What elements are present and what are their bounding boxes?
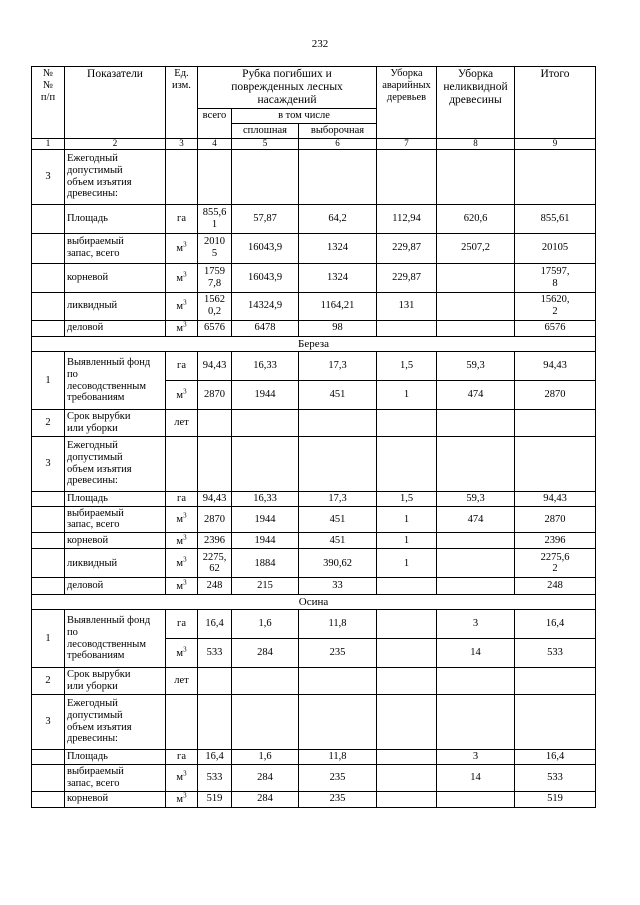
unit-ha: га [177, 618, 186, 630]
row-label: Выявленный фонд по лесоводственным требованиям [65, 352, 166, 410]
value-cell: 1944 [232, 533, 299, 549]
value-cell: 2275, 62 [198, 549, 232, 578]
value-cell [437, 263, 515, 292]
value-cell: 474 [437, 506, 515, 533]
allowable-row [32, 149, 596, 204]
empty-cell [437, 410, 515, 437]
value-cell: 16043,9 [232, 263, 299, 292]
unit-m: м [176, 580, 184, 592]
row-number: 1 [32, 352, 65, 410]
unit-cell [166, 292, 198, 320]
row-label: деловой [65, 320, 166, 336]
row-label: Ежегодный допустимый объем изъятия древесины: [65, 436, 166, 491]
column-number-row [32, 138, 596, 149]
empty-cell [166, 149, 198, 204]
species-title: Береза [32, 336, 596, 351]
unit-m: м [176, 772, 184, 784]
row-label: ликвидный [65, 292, 166, 320]
unit-m3 [176, 240, 187, 254]
value-cell [377, 639, 437, 668]
business-row [32, 578, 596, 594]
value-cell [437, 549, 515, 578]
column-number: 1 [32, 138, 65, 149]
header-selective: выборочная [299, 123, 377, 138]
value-cell: 16043,9 [232, 233, 299, 263]
unit-cell [166, 491, 198, 506]
unit-cell [166, 668, 198, 695]
unit-m: м [176, 794, 184, 805]
empty-cell [299, 694, 377, 749]
species-title: Осина [32, 594, 596, 609]
value-cell: 16,4 [515, 610, 596, 639]
value-cell: 620,6 [437, 204, 515, 233]
empty-cell [32, 292, 65, 320]
unit-cell [166, 639, 198, 668]
row-label: выбираемый запас, всего [65, 764, 166, 791]
value-cell: 33 [299, 578, 377, 594]
value-cell: 6478 [232, 320, 299, 336]
value-cell: 1324 [299, 263, 377, 292]
root-row [32, 533, 596, 549]
value-cell: 2396 [198, 533, 232, 549]
empty-cell [32, 263, 65, 292]
unit-exponent: 3 [183, 298, 187, 307]
value-cell: 2870 [198, 506, 232, 533]
row-number: 2 [32, 410, 65, 437]
header-indicators: Показатели [65, 67, 166, 139]
unit-ha: га [177, 212, 186, 224]
value-cell: 1 [377, 381, 437, 410]
column-number: 8 [437, 138, 515, 149]
unit-exponent: 3 [183, 555, 187, 564]
value-cell: 2870 [515, 381, 596, 410]
empty-cell [198, 149, 232, 204]
unit-m3 [176, 578, 187, 592]
value-cell: 112,94 [377, 204, 437, 233]
unit-m3 [176, 511, 187, 526]
value-cell: 533 [515, 639, 596, 668]
empty-cell [437, 149, 515, 204]
empty-cell [232, 694, 299, 749]
value-cell: 14324,9 [232, 292, 299, 320]
value-cell: 98 [299, 320, 377, 336]
value-cell [437, 320, 515, 336]
row-label: корневой [65, 263, 166, 292]
value-cell: 235 [299, 764, 377, 791]
value-cell: 2870 [515, 506, 596, 533]
empty-cell [515, 410, 596, 437]
unit-ha: га [177, 492, 186, 504]
unit-m: м [176, 301, 184, 312]
unit-m3 [176, 320, 187, 335]
empty-cell [299, 436, 377, 491]
empty-cell [437, 436, 515, 491]
value-cell: 17,3 [299, 352, 377, 381]
value-cell: 1759 7,8 [198, 263, 232, 292]
empty-cell [515, 149, 596, 204]
root-row [32, 791, 596, 807]
row-label: Площадь [65, 491, 166, 506]
unit-m3 [176, 270, 187, 284]
row-number: 3 [32, 436, 65, 491]
value-cell: 235 [299, 639, 377, 668]
column-number: 9 [515, 138, 596, 149]
empty-cell [232, 668, 299, 695]
row-number: 3 [32, 149, 65, 204]
empty-cell [32, 233, 65, 263]
unit-years: лет [174, 417, 189, 429]
empty-cell [377, 694, 437, 749]
value-cell: 2275,6 2 [515, 549, 596, 578]
empty-cell [32, 578, 65, 594]
unit-m3 [176, 298, 187, 312]
header-including: в том числе [232, 108, 377, 123]
header-felling: Рубка погибших и поврежденных лесных насаждений [198, 67, 377, 109]
stock-row [32, 764, 596, 791]
value-cell: 17597, 8 [515, 263, 596, 292]
header-unit: Ед. изм. [166, 67, 198, 139]
value-cell: 11,8 [299, 610, 377, 639]
empty-cell [232, 436, 299, 491]
unit-m3 [176, 387, 187, 402]
empty-cell [515, 694, 596, 749]
value-cell: 284 [232, 764, 299, 791]
unit-cell [166, 533, 198, 549]
fund-row [32, 610, 596, 639]
value-cell: 16,33 [232, 491, 299, 506]
area-row [32, 204, 596, 233]
value-cell [437, 533, 515, 549]
value-cell: 533 [515, 764, 596, 791]
value-cell: 474 [437, 381, 515, 410]
value-cell: 17,3 [299, 491, 377, 506]
value-cell: 248 [198, 578, 232, 594]
empty-cell [232, 410, 299, 437]
unit-m: м [176, 323, 184, 335]
value-cell: 16,4 [198, 610, 232, 639]
value-cell [437, 791, 515, 807]
value-cell [377, 764, 437, 791]
header-clear: сплошная [232, 123, 299, 138]
column-number: 4 [198, 138, 232, 149]
value-cell: 1324 [299, 233, 377, 263]
value-cell: 1 [377, 533, 437, 549]
empty-cell [32, 506, 65, 533]
row-label: Площадь [65, 749, 166, 764]
value-cell: 14 [437, 764, 515, 791]
value-cell: 94,43 [515, 352, 596, 381]
column-number: 3 [166, 138, 198, 149]
value-cell: 533 [198, 639, 232, 668]
row-label: Ежегодный допустимый объем изъятия древесины: [65, 149, 166, 204]
unit-exponent: 3 [183, 578, 187, 587]
unit-m: м [176, 390, 184, 402]
value-cell: 2870 [198, 381, 232, 410]
value-cell: 1164,21 [299, 292, 377, 320]
value-cell: 1,6 [232, 749, 299, 764]
species-row [32, 594, 596, 609]
value-cell: 1,5 [377, 491, 437, 506]
empty-cell [32, 320, 65, 336]
business-row [32, 320, 596, 336]
species-row [32, 336, 596, 351]
unit-exponent: 3 [183, 645, 187, 654]
empty-cell [198, 436, 232, 491]
unit-m: м [176, 243, 184, 254]
value-cell [377, 610, 437, 639]
term-row [32, 410, 596, 437]
value-cell: 855,61 [515, 204, 596, 233]
unit-m: м [176, 647, 184, 659]
value-cell: 3 [437, 749, 515, 764]
value-cell: 57,87 [232, 204, 299, 233]
value-cell: 451 [299, 533, 377, 549]
column-number: 7 [377, 138, 437, 149]
unit-exponent: 3 [183, 511, 187, 520]
empty-cell [437, 668, 515, 695]
row-label: корневой [65, 791, 166, 807]
unit-cell [166, 381, 198, 410]
stock-row [32, 506, 596, 533]
value-cell: 16,4 [198, 749, 232, 764]
value-cell: 131 [377, 292, 437, 320]
value-cell: 94,43 [515, 491, 596, 506]
area-row [32, 749, 596, 764]
root-row [32, 263, 596, 292]
empty-cell [377, 436, 437, 491]
value-cell: 59,3 [437, 491, 515, 506]
empty-cell [515, 436, 596, 491]
unit-cell [166, 749, 198, 764]
value-cell: 519 [515, 791, 596, 807]
allowable-row [32, 436, 596, 491]
value-cell: 1562 0,2 [198, 292, 232, 320]
row-label: Ежегодный допустимый объем изъятия древесины: [65, 694, 166, 749]
unit-ha: га [177, 360, 186, 372]
row-label: Площадь [65, 204, 166, 233]
value-cell [377, 320, 437, 336]
header-emergency: Уборка аварийных деревьев [377, 67, 437, 139]
stock-row [32, 233, 596, 263]
empty-cell [377, 410, 437, 437]
row-label: корневой [65, 533, 166, 549]
unit-m: м [176, 558, 184, 570]
row-label: деловой [65, 578, 166, 594]
value-cell [377, 578, 437, 594]
unit-cell [166, 320, 198, 336]
liquid-row [32, 549, 596, 578]
unit-m: м [176, 272, 184, 284]
value-cell: 20105 [515, 233, 596, 263]
value-cell: 11,8 [299, 749, 377, 764]
row-label: Срок вырубки или уборки [65, 668, 166, 695]
value-cell: 94,43 [198, 491, 232, 506]
value-cell: 1,5 [377, 352, 437, 381]
value-cell: 1 [377, 549, 437, 578]
unit-m3 [176, 555, 187, 570]
empty-cell [32, 764, 65, 791]
unit-m3 [176, 769, 187, 784]
unit-cell [166, 610, 198, 639]
unit-m3 [176, 791, 187, 805]
unit-m3 [176, 533, 187, 547]
value-cell: 215 [232, 578, 299, 594]
value-cell: 284 [232, 639, 299, 668]
row-label: Выявленный фонд по лесоводственным требованиям [65, 610, 166, 668]
value-cell: 14 [437, 639, 515, 668]
unit-m3 [176, 645, 187, 659]
value-cell [377, 791, 437, 807]
fund-row [32, 352, 596, 381]
unit-cell [166, 791, 198, 807]
unit-cell [166, 352, 198, 381]
column-number: 2 [65, 138, 166, 149]
liquid-row [32, 292, 596, 320]
page-number: 232 [311, 38, 329, 50]
column-number: 5 [232, 138, 299, 149]
empty-cell [166, 694, 198, 749]
unit-m: м [176, 514, 184, 526]
empty-cell [299, 410, 377, 437]
unit-cell [166, 506, 198, 533]
value-cell: 1944 [232, 506, 299, 533]
unit-ha: га [177, 750, 186, 762]
value-cell: 16,33 [232, 352, 299, 381]
unit-exponent: 3 [183, 270, 187, 278]
unit-exponent: 3 [183, 533, 187, 542]
term-row [32, 668, 596, 695]
unit-cell [166, 410, 198, 437]
empty-cell [299, 668, 377, 695]
unit-exponent: 3 [183, 769, 187, 778]
row-label: Срок вырубки или уборки [65, 410, 166, 437]
value-cell [377, 749, 437, 764]
forest-harvest-table [31, 66, 596, 808]
value-cell: 451 [299, 506, 377, 533]
row-number: 3 [32, 694, 65, 749]
value-cell: 64,2 [299, 204, 377, 233]
empty-cell [32, 491, 65, 506]
empty-cell [32, 549, 65, 578]
empty-cell [299, 149, 377, 204]
value-cell: 2010 5 [198, 233, 232, 263]
unit-exponent: 3 [183, 320, 187, 329]
unit-cell [166, 204, 198, 233]
unit-cell [166, 578, 198, 594]
value-cell: 3 [437, 610, 515, 639]
unit-m: м [176, 535, 184, 547]
value-cell: 15620, 2 [515, 292, 596, 320]
value-cell: 6576 [198, 320, 232, 336]
value-cell: 284 [232, 791, 299, 807]
value-cell: 16,4 [515, 749, 596, 764]
unit-cell [166, 549, 198, 578]
value-cell [437, 292, 515, 320]
empty-cell [437, 694, 515, 749]
value-cell: 94,43 [198, 352, 232, 381]
value-cell: 6576 [515, 320, 596, 336]
value-cell: 2507,2 [437, 233, 515, 263]
unit-exponent: 3 [183, 791, 187, 800]
allowable-row [32, 694, 596, 749]
empty-cell [232, 149, 299, 204]
row-number: 2 [32, 668, 65, 695]
unit-cell [166, 233, 198, 263]
row-label: выбираемый запас, всего [65, 233, 166, 263]
unit-cell [166, 263, 198, 292]
value-cell: 1944 [232, 381, 299, 410]
value-cell: 1884 [232, 549, 299, 578]
value-cell: 229,87 [377, 233, 437, 263]
value-cell: 2396 [515, 533, 596, 549]
empty-cell [377, 149, 437, 204]
value-cell: 855,6 1 [198, 204, 232, 233]
value-cell: 235 [299, 791, 377, 807]
empty-cell [377, 668, 437, 695]
value-cell: 1,6 [232, 610, 299, 639]
empty-cell [198, 668, 232, 695]
value-cell: 390,62 [299, 549, 377, 578]
empty-cell [32, 791, 65, 807]
header-total: Итого [515, 67, 596, 139]
value-cell [437, 578, 515, 594]
row-label: выбираемый запас, всего [65, 506, 166, 533]
column-number: 6 [299, 138, 377, 149]
value-cell: 248 [515, 578, 596, 594]
empty-cell [198, 410, 232, 437]
row-number: 1 [32, 610, 65, 668]
value-cell: 229,87 [377, 263, 437, 292]
empty-cell [32, 204, 65, 233]
header-illiquid: Уборка неликвидной древесины [437, 67, 515, 139]
header-total-all: всего [198, 108, 232, 138]
value-cell: 59,3 [437, 352, 515, 381]
value-cell: 533 [198, 764, 232, 791]
header-row [32, 67, 596, 109]
empty-cell [166, 436, 198, 491]
value-cell: 519 [198, 791, 232, 807]
area-row [32, 491, 596, 506]
empty-cell [32, 533, 65, 549]
header-num: № № п/п [32, 67, 65, 139]
unit-cell [166, 764, 198, 791]
row-label: ликвидный [65, 549, 166, 578]
value-cell: 1 [377, 506, 437, 533]
empty-cell [515, 668, 596, 695]
unit-years: лет [174, 674, 189, 686]
empty-cell [198, 694, 232, 749]
unit-exponent: 3 [183, 240, 187, 249]
value-cell: 451 [299, 381, 377, 410]
unit-exponent: 3 [183, 387, 187, 396]
empty-cell [32, 749, 65, 764]
